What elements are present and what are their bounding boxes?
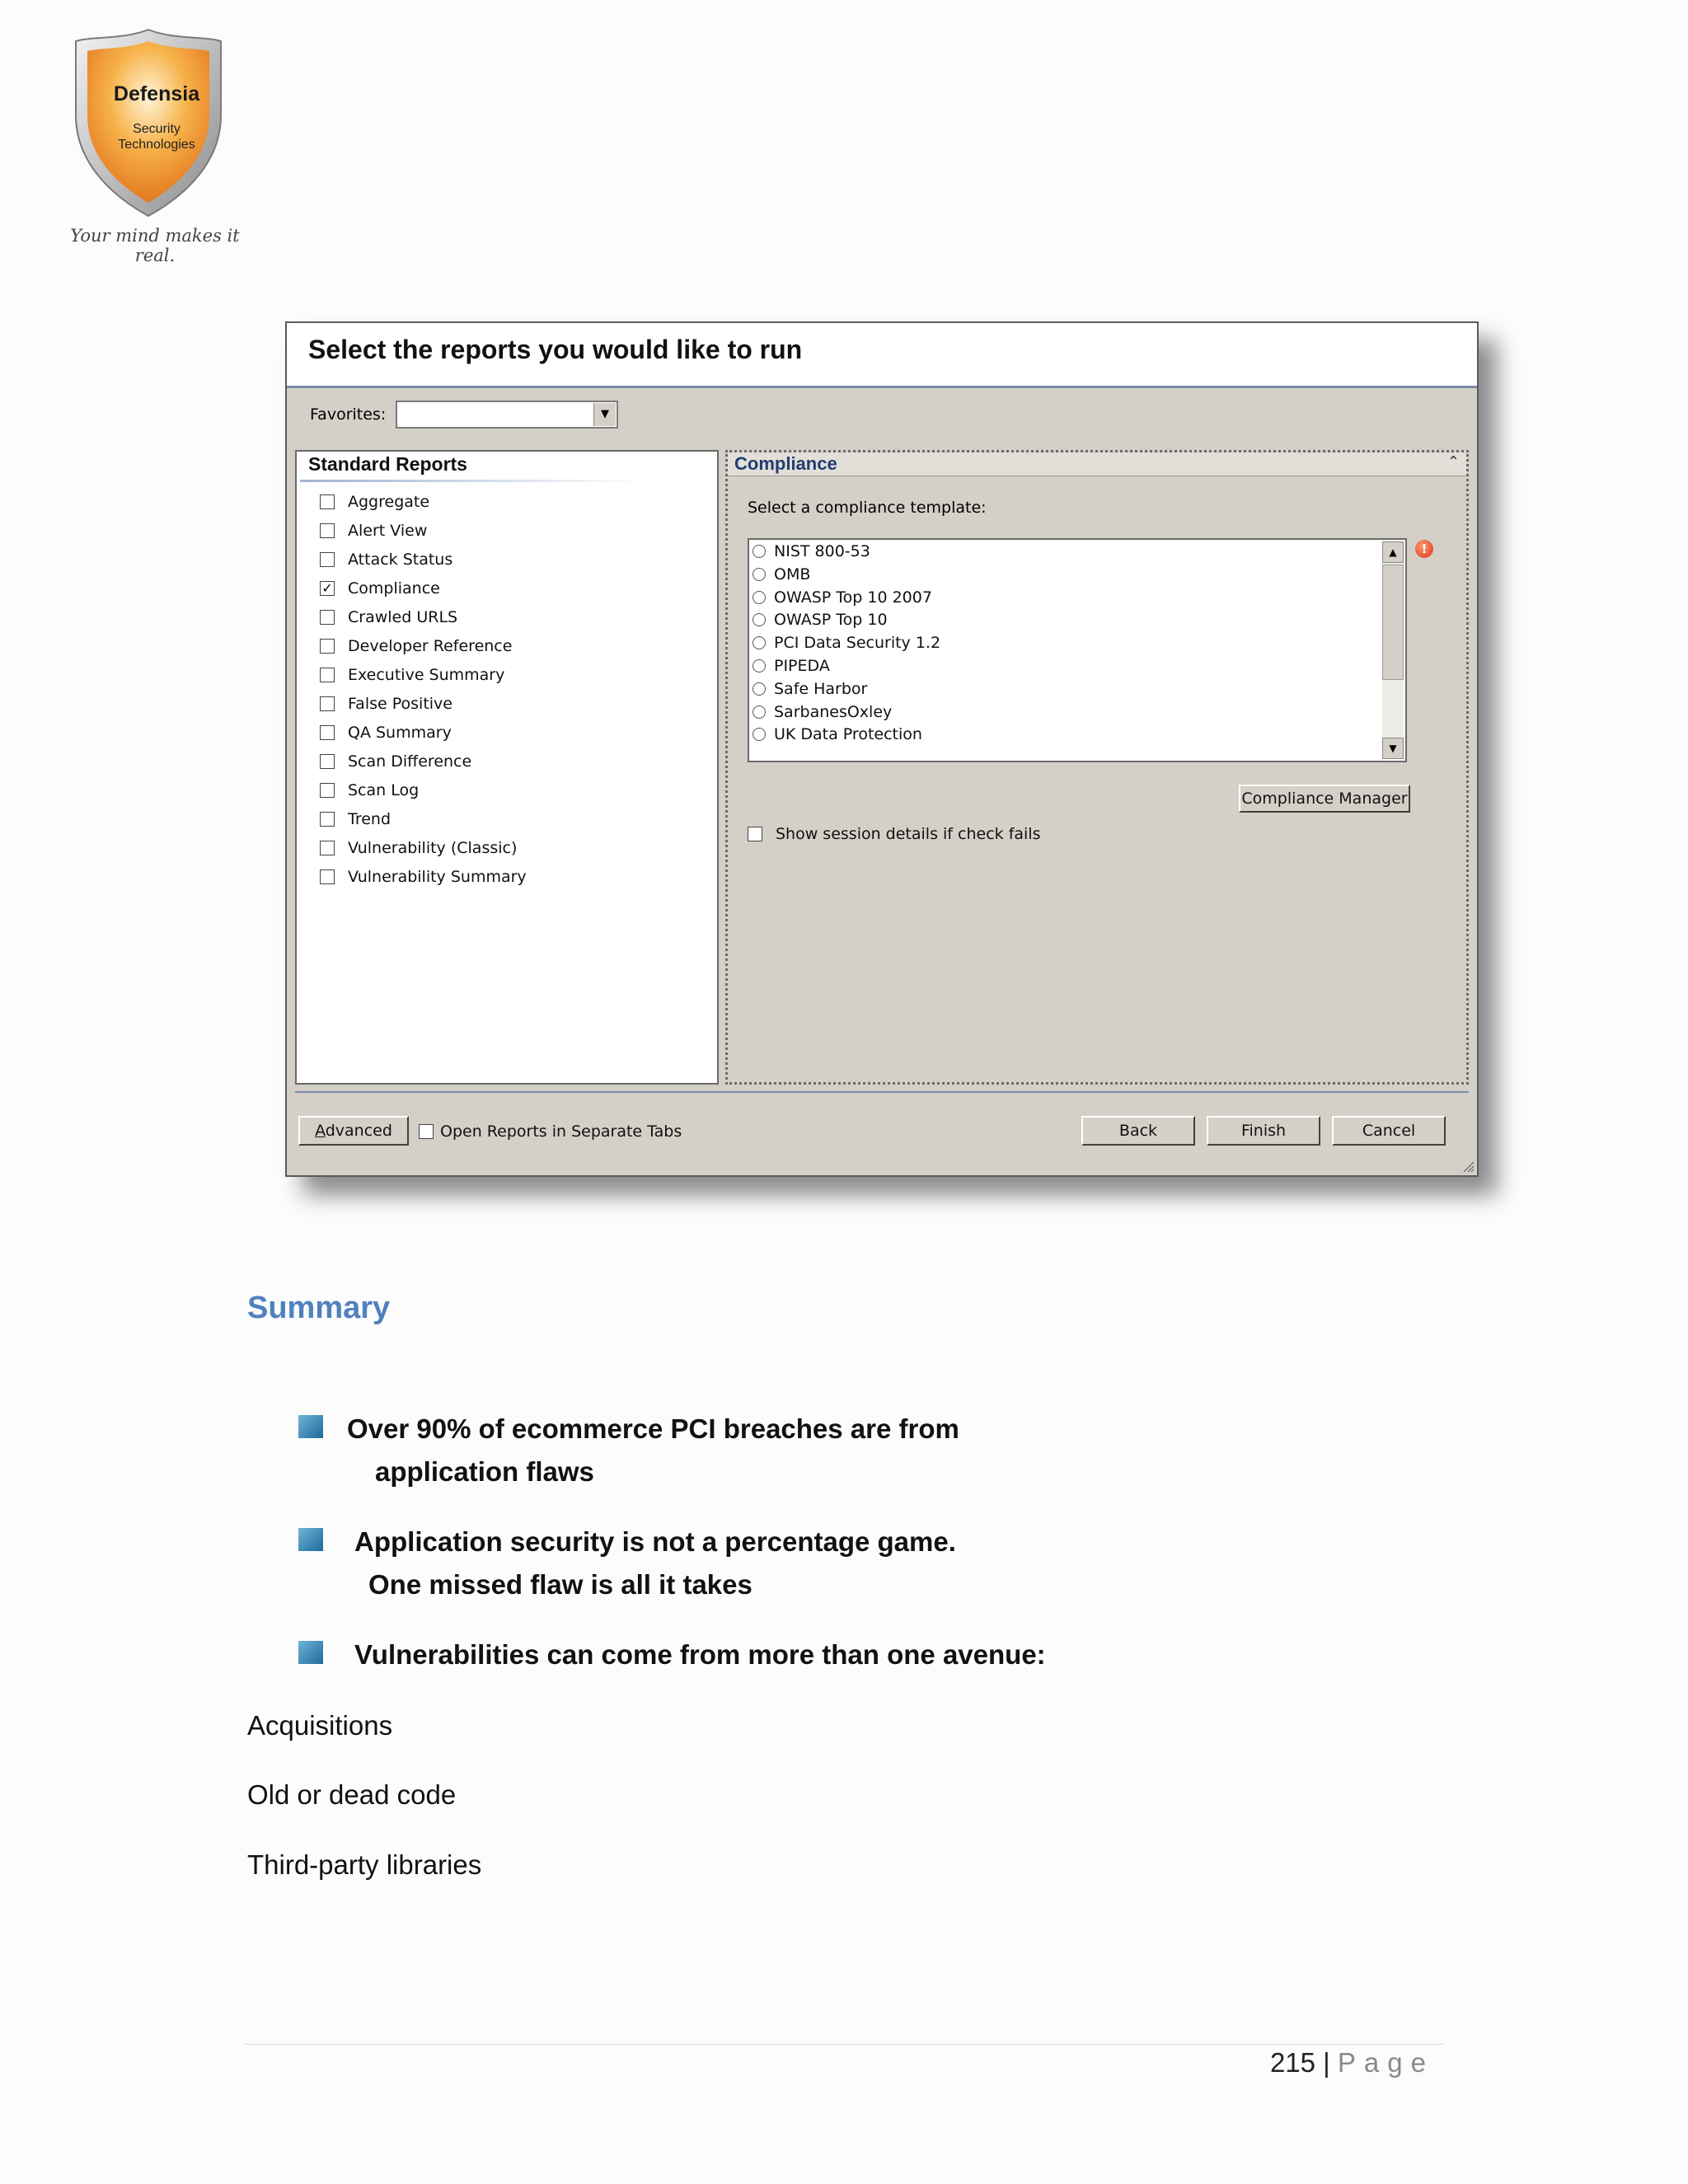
- report-label: Crawled URLS: [348, 608, 458, 626]
- report-option[interactable]: [320, 807, 391, 832]
- template-option[interactable]: [753, 586, 932, 609]
- error-icon: !: [1415, 540, 1433, 558]
- report-label: Scan Difference: [348, 752, 472, 771]
- compliance-heading: Compliance: [734, 453, 837, 474]
- favorites-dropdown[interactable]: [396, 401, 618, 429]
- template-label: PCI Data Security 1.2: [774, 634, 941, 653]
- back-button[interactable]: Back: [1081, 1116, 1195, 1146]
- separate-tabs-label: Open Reports in Separate Tabs: [440, 1122, 682, 1141]
- logo-subtitle: [58, 121, 256, 152]
- template-label: OWASP Top 10 2007: [774, 588, 932, 607]
- template-option[interactable]: [753, 608, 888, 631]
- footer-divider: [244, 2044, 1444, 2045]
- report-label: Vulnerability Summary: [348, 868, 527, 886]
- report-option[interactable]: [320, 720, 452, 745]
- template-radio[interactable]: [753, 613, 766, 626]
- finish-button[interactable]: Finish: [1207, 1116, 1320, 1146]
- report-checkbox[interactable]: [320, 494, 335, 509]
- separate-tabs-checkbox[interactable]: [419, 1124, 434, 1139]
- advanced-accelerator: A: [315, 1122, 326, 1140]
- report-label: QA Summary: [348, 724, 452, 742]
- report-dialog: [285, 321, 1479, 1177]
- bullet-icon: [298, 1528, 323, 1551]
- report-option[interactable]: [320, 778, 419, 803]
- report-checkbox[interactable]: [320, 783, 335, 798]
- list-item: Third-party libraries: [247, 1849, 482, 1880]
- report-label: Scan Log: [348, 781, 420, 799]
- report-option[interactable]: [320, 518, 427, 543]
- scroll-down-icon[interactable]: ▼: [1382, 738, 1404, 759]
- session-details-option[interactable]: [748, 822, 1040, 846]
- report-option[interactable]: [320, 605, 457, 630]
- report-checkbox[interactable]: ✓: [320, 581, 335, 596]
- report-option[interactable]: [320, 490, 429, 514]
- template-radio[interactable]: [753, 705, 766, 719]
- company-logo: [58, 25, 240, 265]
- bullet-icon: [298, 1415, 323, 1438]
- report-label: False Positive: [348, 695, 452, 713]
- template-radio[interactable]: [753, 659, 766, 673]
- report-checkbox[interactable]: [320, 869, 335, 884]
- report-option[interactable]: [320, 691, 452, 716]
- template-radio[interactable]: [753, 682, 766, 696]
- bullet-1-line2: application flaws: [375, 1456, 594, 1487]
- scroll-thumb[interactable]: [1382, 565, 1404, 680]
- logo-subtitle-line2: Technologies: [118, 138, 195, 152]
- template-option[interactable]: [753, 631, 940, 654]
- template-option[interactable]: [753, 701, 892, 724]
- template-label: OWASP Top 10: [774, 611, 888, 630]
- template-radio[interactable]: [753, 728, 766, 741]
- advanced-button[interactable]: [298, 1116, 409, 1146]
- report-label: Compliance: [348, 579, 440, 598]
- report-checkbox[interactable]: [320, 668, 335, 682]
- cancel-button[interactable]: Cancel: [1332, 1116, 1446, 1146]
- chevron-down-icon[interactable]: ▼: [593, 403, 616, 426]
- report-option[interactable]: [320, 634, 512, 658]
- report-label: Attack Status: [348, 551, 453, 569]
- template-label: Select a compliance template:: [748, 499, 987, 517]
- template-option[interactable]: [753, 563, 810, 586]
- page-separator: |: [1323, 2047, 1330, 2078]
- template-label: Safe Harbor: [774, 679, 868, 698]
- template-label: NIST 800-53: [774, 542, 870, 560]
- logo-subtitle-line1: Security: [133, 122, 181, 136]
- report-option[interactable]: [320, 836, 517, 860]
- report-checkbox[interactable]: [320, 523, 335, 538]
- report-label: Executive Summary: [348, 666, 505, 684]
- report-option[interactable]: [320, 576, 440, 601]
- bullet-icon: [298, 1641, 323, 1664]
- compliance-header[interactable]: [728, 452, 1466, 476]
- report-option[interactable]: [320, 663, 504, 687]
- template-label: SarbanesOxley: [774, 702, 893, 721]
- template-radio[interactable]: [753, 568, 766, 581]
- report-label: Vulnerability (Classic): [348, 839, 518, 857]
- dialog-title: Select the reports you would like to run: [308, 335, 803, 364]
- report-label: Trend: [348, 810, 391, 828]
- standard-reports-panel: [295, 450, 719, 1085]
- session-details-checkbox[interactable]: [748, 827, 762, 841]
- heading-divider: [300, 480, 646, 482]
- report-label: Aggregate: [348, 493, 430, 511]
- template-label: UK Data Protection: [774, 725, 922, 744]
- footer-divider: [295, 1091, 1469, 1093]
- standard-reports-heading: Standard Reports: [308, 453, 467, 475]
- report-checkbox[interactable]: [320, 639, 335, 654]
- template-option[interactable]: [753, 677, 867, 701]
- report-checkbox[interactable]: [320, 725, 335, 740]
- report-checkbox[interactable]: [320, 754, 335, 769]
- list-item: Old or dead code: [247, 1779, 457, 1810]
- session-details-label: Show session details if check fails: [776, 825, 1041, 843]
- dialog-header: [287, 323, 1477, 388]
- bullet-2-line1: Application security is not a percentage game.: [354, 1526, 956, 1557]
- report-option[interactable]: [320, 865, 527, 889]
- advanced-label: dvanced: [325, 1122, 392, 1140]
- template-option[interactable]: [753, 540, 870, 563]
- bullet-1-line1: Over 90% of ecommerce PCI breaches are from: [347, 1413, 959, 1444]
- compliance-manager-button[interactable]: Compliance Manager: [1239, 785, 1410, 813]
- resize-grip-icon[interactable]: [1459, 1157, 1475, 1174]
- template-radio[interactable]: [753, 545, 766, 558]
- logo-name: Defensia: [113, 82, 200, 105]
- scroll-up-icon[interactable]: ▲: [1382, 541, 1404, 563]
- logo-tagline: Your mind makes it real.: [70, 226, 240, 265]
- page-word: Page: [1337, 2047, 1434, 2078]
- report-option[interactable]: [320, 749, 471, 774]
- template-radio[interactable]: [753, 591, 766, 604]
- bullet-3-line1: Vulnerabilities can come from more than one avenue:: [354, 1639, 1046, 1670]
- template-scrollbar[interactable]: [1382, 541, 1404, 759]
- template-label: PIPEDA: [774, 657, 830, 675]
- page-number: 215: [1269, 2047, 1315, 2078]
- separate-tabs-option[interactable]: [419, 1119, 682, 1144]
- template-option[interactable]: [753, 723, 922, 746]
- template-listbox[interactable]: [748, 538, 1407, 762]
- report-checkbox[interactable]: [320, 696, 335, 711]
- report-checkbox[interactable]: [320, 552, 335, 567]
- report-checkbox[interactable]: [320, 610, 335, 625]
- summary-heading: Summary: [247, 1291, 391, 1325]
- template-option[interactable]: [753, 654, 830, 677]
- report-checkbox[interactable]: [320, 841, 335, 855]
- report-checkbox[interactable]: [320, 812, 335, 827]
- template-radio[interactable]: [753, 636, 766, 649]
- favorites-label: Favorites:: [310, 405, 387, 424]
- template-label: OMB: [774, 565, 811, 583]
- compliance-panel: [725, 450, 1469, 1085]
- report-option[interactable]: [320, 547, 452, 572]
- collapse-icon[interactable]: ⌃: [1447, 453, 1460, 471]
- list-item: Acquisitions: [247, 1710, 393, 1741]
- report-label: Developer Reference: [348, 637, 513, 655]
- report-label: Alert View: [348, 522, 428, 540]
- bullet-2-line2: One missed flaw is all it takes: [368, 1569, 753, 1600]
- page-footer: [1270, 2047, 1434, 2079]
